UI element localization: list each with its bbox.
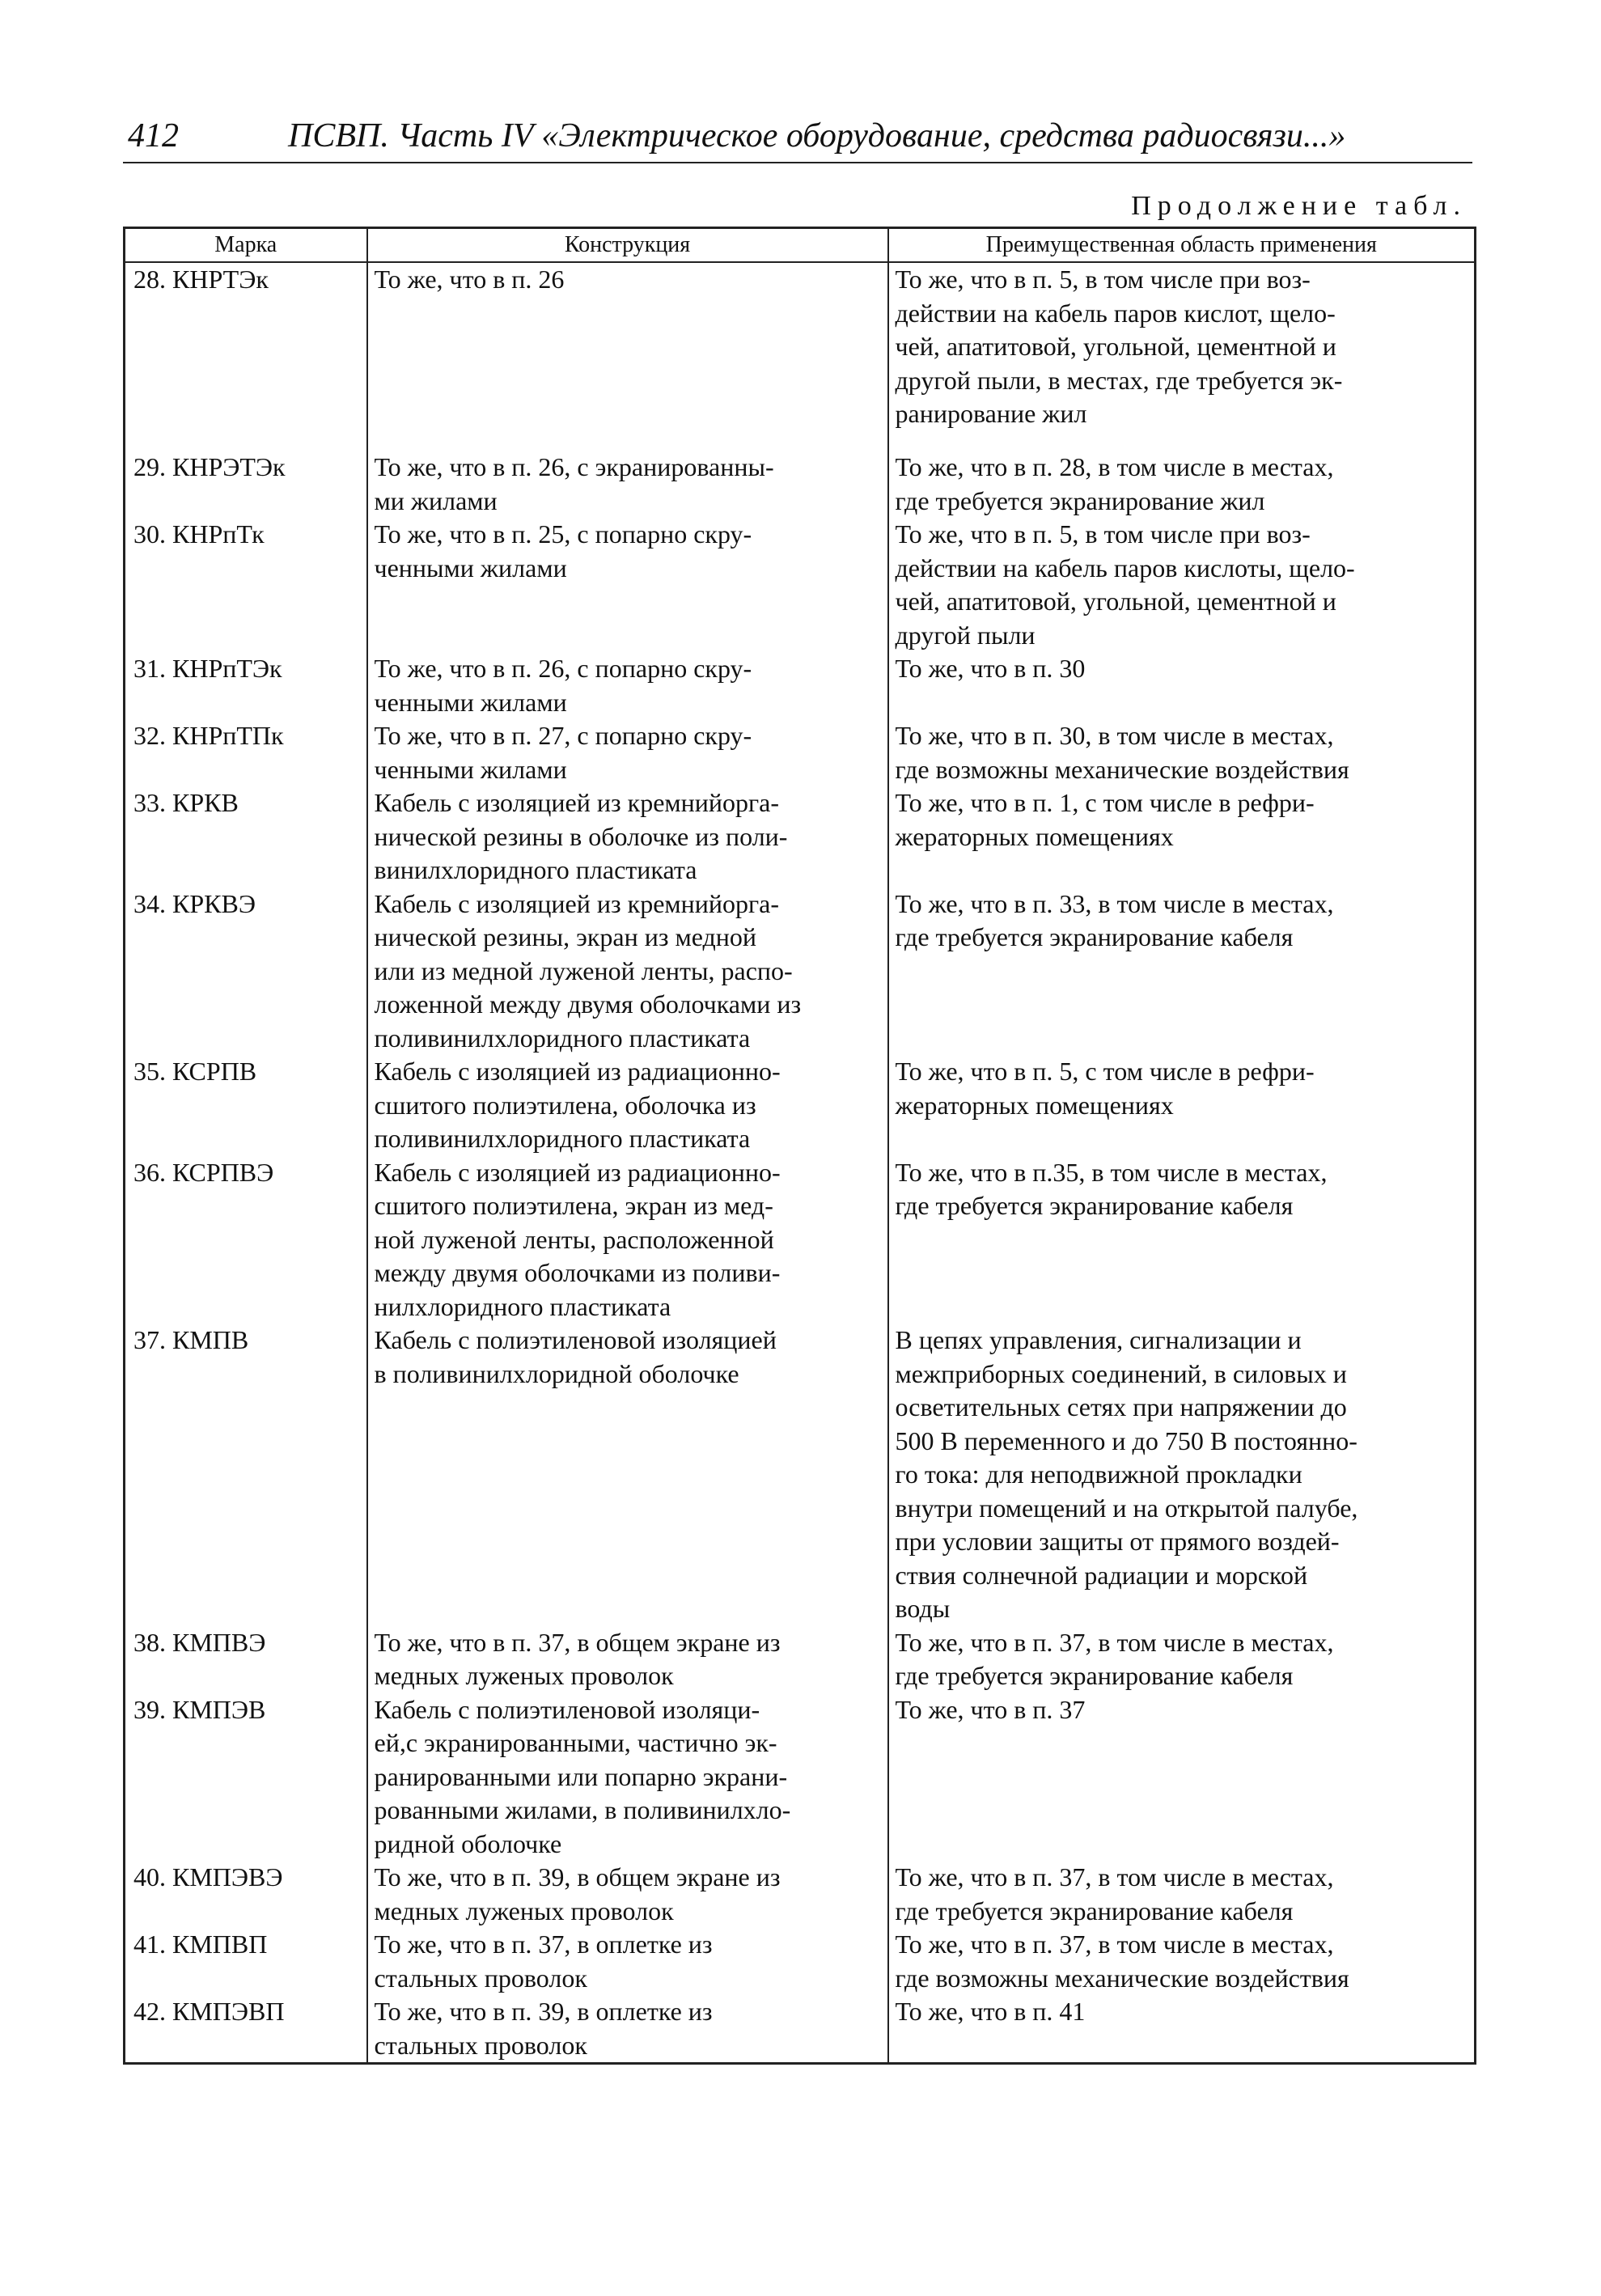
page-header: [123, 113, 1472, 163]
table-row: [125, 719, 1476, 786]
cell-mark: 32. КНРпТПк: [125, 719, 367, 786]
cell-text-line: жераторных помещениях: [895, 821, 1174, 851]
cell-text-line: Кабель с изоляцией из радиационно-: [374, 1157, 781, 1187]
cell-text-line: винилхлоридного пластиката: [374, 855, 697, 884]
cell-construction: [367, 518, 888, 652]
cell-text-line: поливинилхлоридного пластиката: [374, 1023, 751, 1053]
cell-text-line: сшитого полиэтилена, экран из мед-: [374, 1191, 773, 1220]
cell-construction: [367, 719, 888, 786]
cell-text-line: То же, что в п. 37, в том числе в местах,: [895, 1627, 1334, 1657]
cell-construction: [367, 451, 888, 518]
cell-text-line: действии на кабель паров кислоты, щело-: [895, 553, 1355, 582]
cell-text-line: поливинилхлоридного пластиката: [374, 1124, 751, 1153]
cell-construction: [367, 786, 888, 887]
cell-text-line: сшитого полиэтилена, оболочка из: [374, 1090, 756, 1120]
column-header-mark: Марка: [125, 228, 367, 263]
cell-text-line: где требуется экранирование кабеля: [895, 922, 1294, 951]
cell-application: [888, 887, 1476, 1056]
cell-construction: [367, 1055, 888, 1156]
cable-table: [123, 227, 1476, 2065]
cell-text-line: То же, что в п. 26, с попарно скру-: [374, 654, 752, 683]
cell-text-line: медных луженых проволок: [374, 1661, 674, 1690]
cell-text-line: То же, что в п. 37: [895, 1694, 1086, 1724]
cell-text-line: Кабель с полиэтиленовой изоляци-: [374, 1694, 760, 1724]
cell-application: [888, 1626, 1476, 1693]
cell-mark: 30. КНРпТк: [125, 518, 367, 652]
cell-application: [888, 1324, 1476, 1626]
cell-application: [888, 786, 1476, 887]
cell-text-line: То же, что в п. 37, в том числе в местах,: [895, 1862, 1334, 1891]
cell-construction: [367, 262, 888, 451]
cell-text-line: или из медной луженой ленты, распо-: [374, 955, 793, 985]
cell-text-line: осветительных сетях при напряжении до: [895, 1392, 1347, 1421]
table-row: [125, 262, 1476, 451]
cell-mark: 33. КРКВ: [125, 786, 367, 887]
cell-text-line: То же, что в п. 1, с том числе в рефри-: [895, 788, 1315, 817]
table-row: [125, 1861, 1476, 1928]
cell-text-line: нической резины, экран из медной: [374, 922, 757, 951]
cell-construction: [367, 1995, 888, 2064]
table-row: [125, 451, 1476, 518]
cell-mark: 31. КНРпТЭк: [125, 652, 367, 719]
cell-text-line: ранирование жил: [895, 399, 1087, 428]
cell-text-line: чей, апатитовой, угольной, цементной и: [895, 587, 1336, 616]
cell-text-line: Кабель с полиэтиленовой изоляцией: [374, 1325, 777, 1354]
cell-text-line: То же, что в п. 26: [374, 265, 565, 294]
cell-text-line: ной луженой ленты, расположенной: [374, 1224, 774, 1254]
cell-text-line: другой пыли, в местах, где требуется эк-: [895, 365, 1343, 395]
cell-text-line: где требуется экранирование жил: [895, 485, 1265, 515]
table-header-row: [125, 228, 1476, 263]
cell-text-line: То же, что в п. 26, с экранированны-: [374, 452, 774, 481]
cell-text-line: ридной оболочке: [374, 1828, 562, 1858]
cell-text-line: То же, что в п. 39, в общем экране из: [374, 1862, 781, 1891]
cell-text-line: В цепях управления, сигнализации и: [895, 1325, 1302, 1354]
cell-mark: 38. КМПВЭ: [125, 1626, 367, 1693]
cell-construction: [367, 1693, 888, 1862]
cell-text-line: где требуется экранирование кабеля: [895, 1896, 1294, 1925]
cell-text-line: То же, что в п. 33, в том числе в местах,: [895, 888, 1334, 918]
cell-text-line: го тока: для неподвижной прокладки: [895, 1459, 1302, 1489]
cell-text-line: ченными жилами: [374, 553, 567, 582]
cell-application: [888, 1861, 1476, 1928]
cell-text-line: при условии защиты от прямого воздей-: [895, 1527, 1340, 1556]
cell-mark: 28. КНРТЭк: [125, 262, 367, 451]
table-row: [125, 1995, 1476, 2064]
table-body: [125, 262, 1476, 2064]
cell-mark: 39. КМПЭВ: [125, 1693, 367, 1862]
cell-text-line: где требуется экранирование кабеля: [895, 1191, 1294, 1220]
cell-text-line: в поливинилхлоридной оболочке: [374, 1358, 739, 1388]
cell-mark: 35. КСРПВ: [125, 1055, 367, 1156]
cell-text-line: где возможны механические воздействия: [895, 1963, 1349, 1993]
table-row: [125, 1693, 1476, 1862]
cell-construction: [367, 1626, 888, 1693]
cell-text-line: 500 В переменного и до 750 В постоянно-: [895, 1425, 1357, 1455]
cell-mark: 29. КНРЭТЭк: [125, 451, 367, 518]
cell-text-line: ченными жилами: [374, 687, 567, 717]
cell-mark: 40. КМПЭВЭ: [125, 1861, 367, 1928]
cell-text-line: стальных проволок: [374, 1963, 587, 1993]
cell-application: [888, 1928, 1476, 1995]
table-row: [125, 1324, 1476, 1626]
cell-construction: [367, 1928, 888, 1995]
column-header-application: Преимущественная область применения: [888, 228, 1476, 263]
cell-text-line: То же, что в п. 25, с попарно скру-: [374, 519, 752, 549]
cell-text-line: медных луженых проволок: [374, 1896, 674, 1925]
cell-text-line: ранированными или попарно экрани-: [374, 1761, 788, 1791]
cell-text-line: То же, что в п.35, в том числе в местах,: [895, 1157, 1328, 1187]
table-row: [125, 518, 1476, 652]
cell-text-line: рованными жилами, в поливинилхло-: [374, 1795, 791, 1824]
cell-text-line: ченными жилами: [374, 754, 567, 784]
cell-text-line: То же, что в п. 30: [895, 654, 1086, 683]
cell-text-line: То же, что в п. 28, в том числе в местах,: [895, 452, 1334, 481]
cell-text-line: То же, что в п. 30, в том числе в местах,: [895, 721, 1334, 750]
cell-mark: 34. КРКВЭ: [125, 887, 367, 1056]
cell-text-line: межприборных соединений, в силовых и: [895, 1358, 1347, 1388]
table-row: [125, 887, 1476, 1056]
cell-construction: [367, 1324, 888, 1626]
cell-text-line: нилхлоридного пластиката: [374, 1291, 671, 1321]
cell-text-line: жераторных помещениях: [895, 1090, 1174, 1120]
cell-text-line: То же, что в п. 37, в общем экране из: [374, 1627, 781, 1657]
cell-text-line: стальных проволок: [374, 2030, 587, 2060]
cell-construction: [367, 652, 888, 719]
page-number: 412: [128, 117, 179, 155]
column-header-construction: Конструкция: [367, 228, 888, 263]
cell-application: [888, 1995, 1476, 2064]
cell-construction: [367, 887, 888, 1056]
cell-text-line: Кабель с изоляцией из радиационно-: [374, 1057, 781, 1086]
table-row: [125, 652, 1476, 719]
table-row: [125, 786, 1476, 887]
cell-text-line: То же, что в п. 37, в том числе в местах,: [895, 1930, 1334, 1959]
cell-text-line: нической резины в оболочке из поли-: [374, 821, 788, 851]
table-row: [125, 1928, 1476, 1995]
cell-text-line: другой пыли: [895, 620, 1036, 650]
cell-text-line: действии на кабель паров кислот, щело-: [895, 298, 1336, 328]
cell-application: [888, 451, 1476, 518]
cell-text-line: То же, что в п. 27, с попарно скру-: [374, 721, 752, 750]
table-row: [125, 1156, 1476, 1324]
cell-text-line: То же, что в п. 39, в оплетке из: [374, 1997, 713, 2026]
cell-text-line: То же, что в п. 37, в оплетке из: [374, 1930, 713, 1959]
cell-text-line: ей,с экранированными, частично эк-: [374, 1728, 777, 1757]
running-title: ПСВП. Часть IV «Электрическое оборудование, средства радиосвязи...»: [288, 117, 1346, 155]
cell-text-line: Кабель с изоляцией из кремнийорга-: [374, 788, 779, 817]
cell-application: [888, 652, 1476, 719]
cell-construction: [367, 1156, 888, 1324]
cell-text-line: Кабель с изоляцией из кремнийорга-: [374, 888, 779, 918]
cell-construction: [367, 1861, 888, 1928]
cell-text-line: внутри помещений и на открытой палубе,: [895, 1493, 1358, 1523]
cell-mark: 41. КМПВП: [125, 1928, 367, 1995]
cell-application: [888, 262, 1476, 451]
table-caption: Продолжение табл.: [1131, 191, 1467, 221]
cell-text-line: То же, что в п. 41: [895, 1997, 1086, 2026]
cell-application: [888, 1156, 1476, 1324]
cell-text-line: То же, что в п. 5, с том числе в рефри-: [895, 1057, 1315, 1086]
cell-text-line: воды: [895, 1594, 951, 1623]
cell-application: [888, 1055, 1476, 1156]
cell-mark: 36. КСРПВЭ: [125, 1156, 367, 1324]
table-row: [125, 1055, 1476, 1156]
cell-text-line: между двумя оболочками из поливи-: [374, 1258, 781, 1287]
cell-text-line: где возможны механические воздействия: [895, 754, 1349, 784]
cell-application: [888, 1693, 1476, 1862]
cell-application: [888, 719, 1476, 786]
cell-text-line: где требуется экранирование кабеля: [895, 1661, 1294, 1690]
cell-text-line: ложенной между двумя оболочками из: [374, 989, 802, 1019]
cell-text-line: ми жилами: [374, 485, 498, 515]
cell-text-line: То же, что в п. 5, в том числе при воз-: [895, 519, 1311, 549]
cell-text-line: То же, что в п. 5, в том числе при воз-: [895, 265, 1311, 294]
cell-mark: 37. КМПВ: [125, 1324, 367, 1626]
cell-text-line: чей, апатитовой, угольной, цементной и: [895, 332, 1336, 361]
cell-text-line: ствия солнечной радиации и морской: [895, 1560, 1308, 1590]
cell-application: [888, 518, 1476, 652]
table-row: [125, 1626, 1476, 1693]
cell-mark: 42. КМПЭВП: [125, 1995, 367, 2064]
